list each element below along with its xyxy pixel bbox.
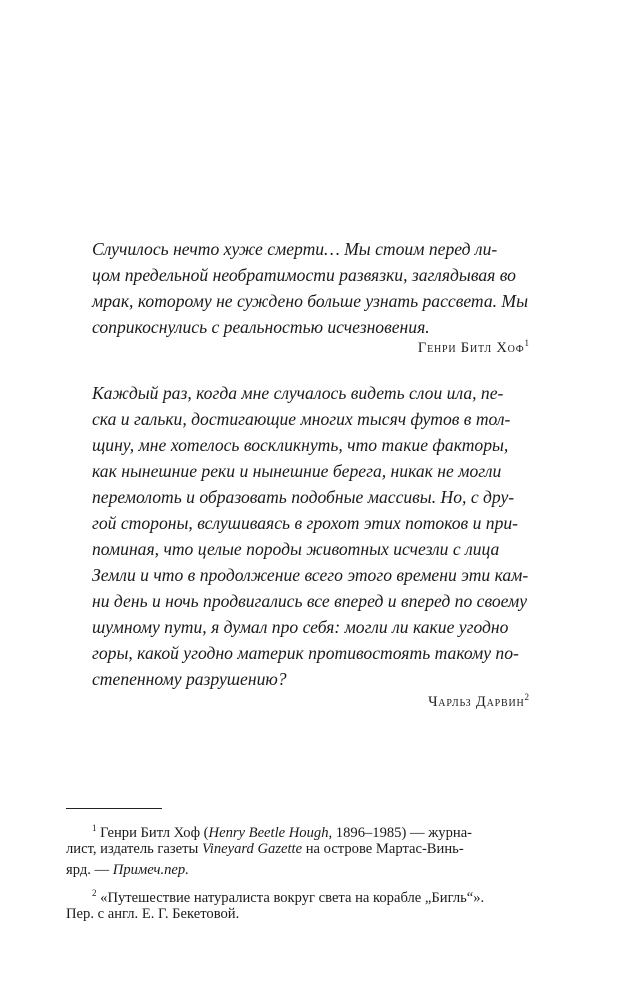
footnote-text: «Путешествие натуралиста вокруг света на корабле „Бигль“». xyxy=(100,890,485,906)
footnote-text-italic: Vineyard Gazette xyxy=(201,841,303,857)
footnote-text: , 1896–1985) — журна- xyxy=(328,825,473,841)
footnote-1-line xyxy=(66,839,464,860)
epigraph-2-line: степенному разрушению? xyxy=(92,669,287,689)
epigraph-2-line: ска и гальки, достигающие многих тысяч футов в тол- xyxy=(92,409,511,429)
epigraph-2-attribution xyxy=(428,692,529,711)
footnote-ref: 2 xyxy=(524,692,529,702)
footnote-text: Генри Битл Хоф ( xyxy=(100,825,209,841)
epigraph-2-line: Земли и что в продолжение всего этого времени эти кам- xyxy=(92,565,529,585)
epigraph-1-line: цом предельной необратимости развязки, заглядывая во xyxy=(92,265,516,285)
epigraph-2-line: щину, мне хотелось воскликнуть, что такие факторы, xyxy=(92,435,509,455)
epigraph-1-line: соприкоснулись с реальностью исчезновения. xyxy=(92,317,430,337)
epigraph-1-attribution xyxy=(418,338,529,357)
footnote-divider xyxy=(66,808,162,809)
footnote-text-italic: Примеч.пер. xyxy=(112,862,189,878)
footnote-text: лист, издатель газеты xyxy=(66,841,202,857)
epigraph-2-line: Каждый раз, когда мне случалось видеть слои ила, пе- xyxy=(92,383,504,403)
footnote-ref: 1 xyxy=(524,338,529,348)
epigraph-1-line: мрак, которому не суждено больше узнать рассвета. Мы xyxy=(92,291,529,311)
attribution-author: Генри Битл Хоф xyxy=(417,340,525,356)
footnote-marker: 1 xyxy=(92,823,97,833)
epigraph-2-line: ни день и ночь продвигались все вперед и вперед по своему xyxy=(92,591,528,611)
epigraph-2-line: как нынешние реки и нынешние берега, никак не могли xyxy=(92,461,502,481)
epigraph-1-line: Случилось нечто хуже смерти… Мы стоим перед ли- xyxy=(92,239,498,259)
epigraph-2-line: горы, какой угодно материк противостоять такому по- xyxy=(92,643,519,663)
footnote-1-line xyxy=(66,860,189,881)
epigraph-2-line: шумному пути, я думал про себя: могли ли какие угодно xyxy=(92,617,509,637)
epigraph-2-line: перемолоть и образовать подобные массивы. Но, с дру- xyxy=(92,487,515,507)
footnote-marker: 2 xyxy=(92,888,97,898)
footnote-text-italic: Henry Beetle Hough xyxy=(208,825,329,841)
footnote-text: Пер. с англ. Е. Г. Бекетовой. xyxy=(66,906,240,922)
attribution-author: Чарльз Дарвин xyxy=(428,694,525,710)
footnote-text: на острове Мартас-Винь- xyxy=(302,841,464,857)
epigraph-2-line: поминая, что целые породы животных исчезли с лица xyxy=(92,539,500,559)
footnote-2-line xyxy=(66,904,239,925)
epigraph-2-line: гой стороны, вслушиваясь в грохот этих потоков и при- xyxy=(92,513,519,533)
footnote-text: ярд. — xyxy=(66,862,113,878)
